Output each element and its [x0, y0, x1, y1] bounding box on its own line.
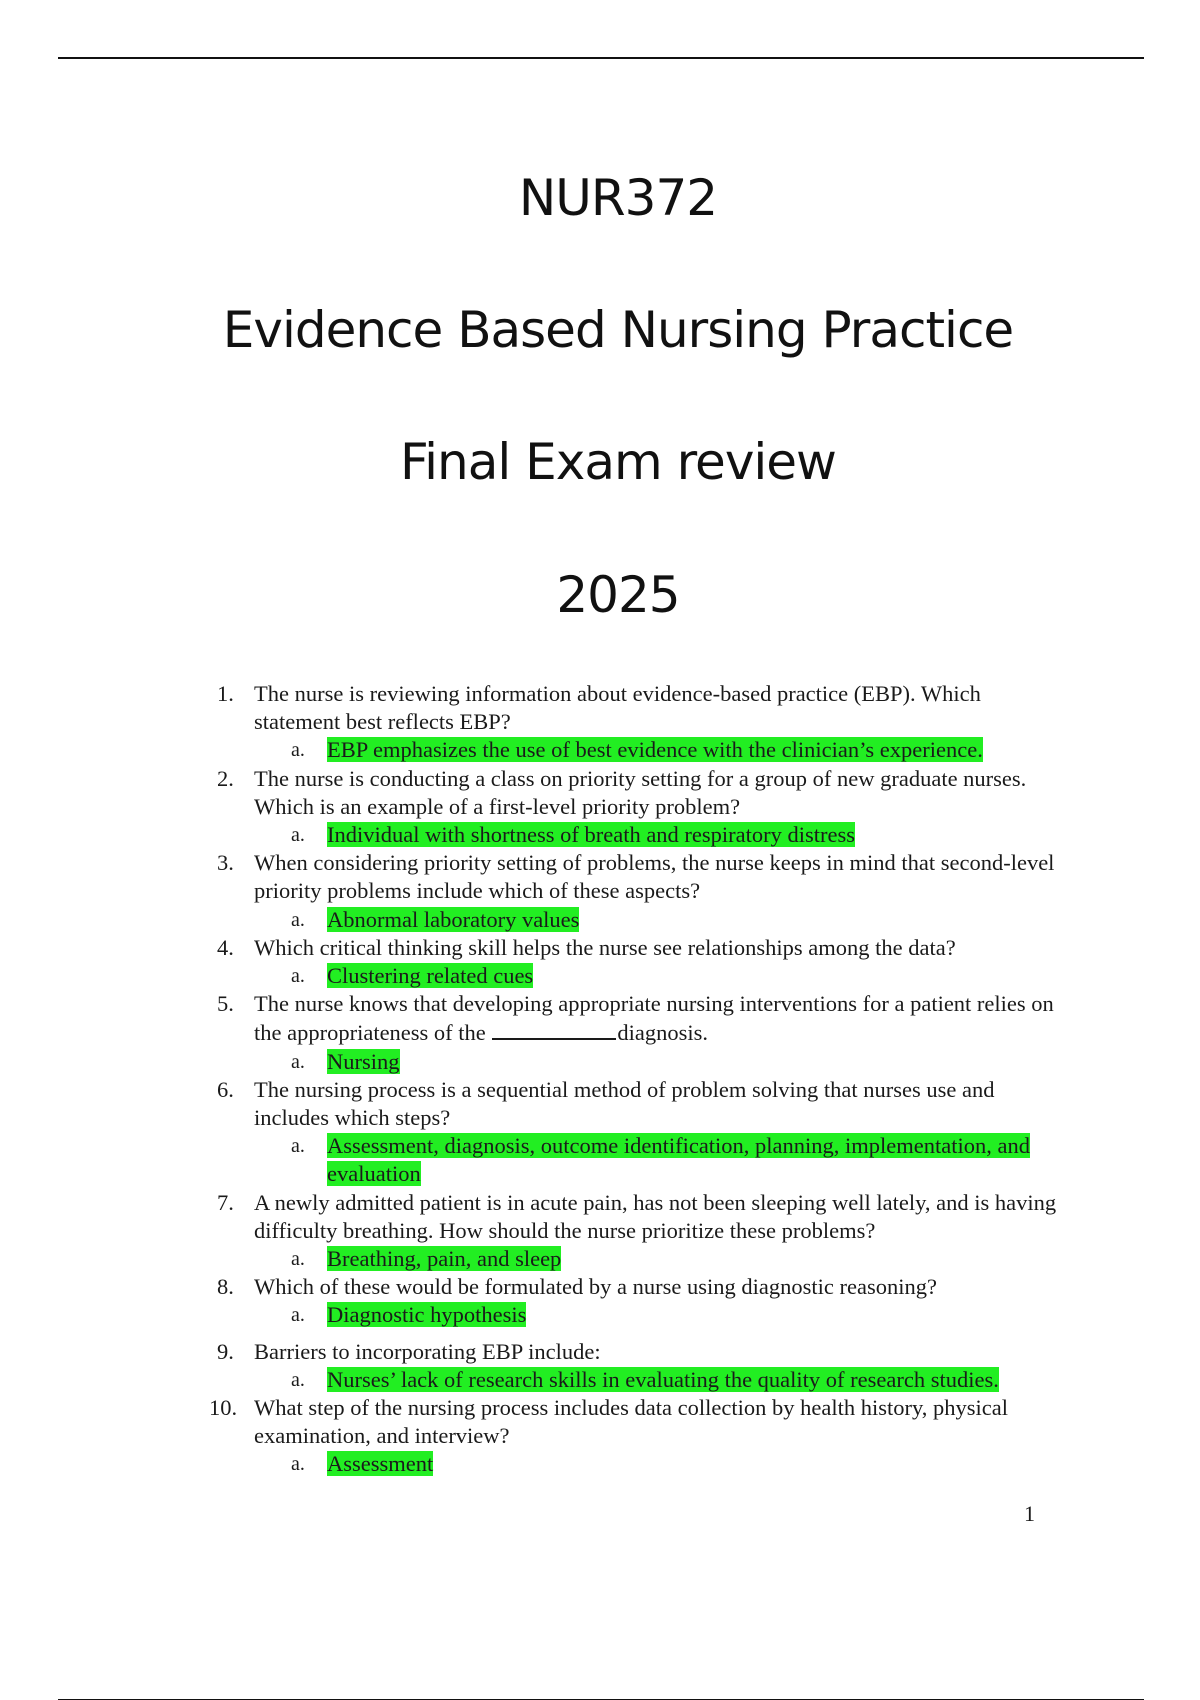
answer-letter: a. [291, 908, 305, 931]
answer-9 [217, 1366, 1057, 1394]
question-text: Which of these would be formulated by a nurse using diagnostic reasoning? [254, 1274, 937, 1300]
question-number: 7. [217, 1189, 234, 1215]
question-1 [217, 680, 1057, 736]
answer-letter: a. [291, 1368, 305, 1391]
question-number: 8. [217, 1274, 234, 1300]
question-7 [217, 1189, 1057, 1245]
answer-7 [217, 1245, 1057, 1273]
answer-1 [217, 736, 1057, 764]
answer-letter: a. [291, 824, 305, 847]
answer-letter: a. [291, 1135, 305, 1158]
question-text: The nurse knows that developing appropriate nursing interventions for a patient relies on the appropriateness of the [254, 991, 1054, 1046]
question-text: The nursing process is a sequential method of problem solving that nurses use and includes which steps? [254, 1076, 995, 1131]
question-number: 2. [217, 765, 234, 791]
question-10 [209, 1394, 1057, 1450]
answer-text: Assessment [327, 1451, 434, 1477]
question-4 [217, 934, 1057, 962]
question-number: 1. [217, 681, 234, 706]
spacer [217, 1330, 1057, 1338]
exam-title: Final Exam review [400, 433, 836, 491]
question-text: Barriers to incorporating EBP include: [254, 1338, 601, 1364]
answer-10 [217, 1450, 1057, 1478]
answer-letter: a. [291, 1050, 305, 1073]
answer-8 [217, 1301, 1057, 1329]
question-number: 5. [217, 991, 234, 1017]
question-9 [217, 1338, 1057, 1366]
answer-text: Diagnostic hypothesis [327, 1302, 527, 1328]
question-number: 6. [217, 1076, 234, 1102]
question-text: The nurse is reviewing information about evidence-based practice (EBP). Which statement best reflects EBP? [254, 681, 981, 735]
top-rule [58, 57, 1144, 59]
question-text: A newly admitted patient is in acute pain, has not been sleeping well lately, and is having difficulty breathing. How should the nurse prioritize these problems? [254, 1189, 1057, 1243]
question-6 [217, 1076, 1057, 1132]
page-number: 1 [1024, 1501, 1035, 1526]
answer-text: EBP emphasizes the use of best evidence with the clinician’s experience. [327, 737, 983, 763]
answer-letter: a. [291, 1453, 305, 1476]
question-text: When considering priority setting of problems, the nurse keeps in mind that second-level priority problems include which of these aspects? [254, 850, 1055, 904]
answer-text: Clustering related cues [327, 963, 534, 989]
question-number: 4. [217, 934, 234, 960]
question-list [209, 680, 1057, 1479]
question-text: What step of the nursing process includes data collection by health history, physical examination, and interview? [254, 1395, 1008, 1449]
answer-6 [217, 1132, 1057, 1188]
question-2 [217, 765, 1057, 821]
answer-text: Nursing [327, 1048, 400, 1074]
question-number: 3. [217, 850, 234, 876]
question-8 [217, 1273, 1057, 1301]
answer-4 [217, 962, 1057, 990]
course-code: NUR372 [518, 169, 718, 227]
question-text: The nurse is conducting a class on priority setting for a group of new graduate nurses. Which is an example of a first-level priority problem? [254, 765, 1027, 819]
question-text: Which critical thinking skill helps the nurse see relationships among the data? [254, 934, 956, 960]
question-number: 10. [209, 1395, 238, 1421]
course-subject: Evidence Based Nursing Practice [222, 301, 1014, 359]
answer-letter: a. [291, 965, 305, 988]
answer-letter: a. [291, 739, 305, 762]
answer-letter: a. [291, 1304, 305, 1327]
answer-text: Breathing, pain, and sleep [327, 1246, 562, 1272]
exam-year: 2025 [556, 566, 680, 624]
answer-2 [217, 821, 1057, 849]
question-3 [217, 849, 1057, 905]
answer-3 [217, 906, 1057, 934]
answer-text: Assessment, diagnosis, outcome identification, planning, implementation, and evaluation [327, 1133, 1031, 1187]
question-5 [217, 990, 1057, 1047]
question-text-end: diagnosis. [617, 1020, 709, 1046]
answer-5 [217, 1048, 1057, 1076]
fill-in-blank [492, 1018, 616, 1040]
answer-letter: a. [291, 1248, 305, 1271]
answer-text: Nurses’ lack of research skills in evaluating the quality of research studies. [327, 1366, 999, 1392]
answer-text: Individual with shortness of breath and respiratory distress [327, 822, 856, 848]
question-number: 9. [217, 1338, 234, 1364]
answer-text: Abnormal laboratory values [327, 906, 580, 932]
